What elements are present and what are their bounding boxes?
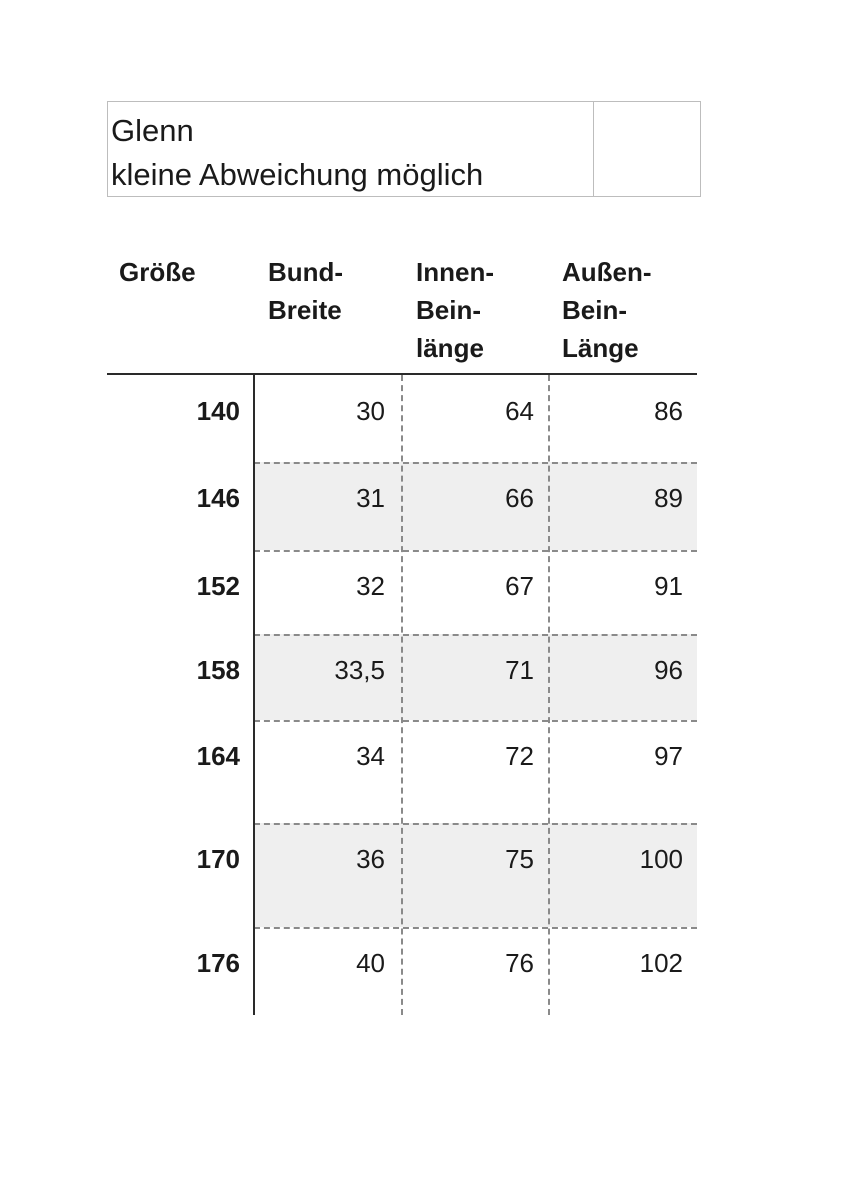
header-bund-breite [268,253,343,329]
row-divider [254,927,697,929]
header-text: Länge [562,333,639,363]
header-groesse [119,253,196,291]
product-name: Glenn [111,113,194,148]
header-innen-bein-laenge [416,253,494,367]
bund-breite-cell: 40 [356,948,385,978]
innen-bein-laenge-cell: 66 [505,483,534,513]
size-cell: 140 [196,396,240,426]
row-divider [254,823,697,825]
innen-bein-laenge-cell: 76 [505,948,534,978]
innen-bein-laenge-cell: 64 [505,396,534,426]
bund-breite-cell: 32 [356,571,385,601]
header-text: Bein- [416,295,481,325]
column-divider [401,375,403,1015]
aussen-bein-laenge-cell: 96 [654,655,683,685]
aussen-bein-laenge-cell: 102 [639,948,683,978]
bund-breite-cell: 34 [356,741,385,771]
size-table-body [107,375,697,1015]
size-cell: 152 [196,571,240,601]
row-divider [254,634,697,636]
column-divider [548,375,550,1015]
header-text: Außen- [562,257,652,287]
deviation-note: kleine Abweichung möglich [111,157,484,192]
title-box [107,101,701,197]
bund-breite-cell: 30 [356,396,385,426]
size-cell: 164 [196,741,240,771]
title-cell [108,102,594,196]
title-empty-cell [594,102,700,196]
innen-bein-laenge-cell: 67 [505,571,534,601]
size-cell: 176 [196,948,240,978]
innen-bein-laenge-cell: 72 [505,741,534,771]
table-header [107,253,697,375]
innen-bein-laenge-cell: 75 [505,844,534,874]
header-aussen-bein-laenge [562,253,652,367]
aussen-bein-laenge-cell: 100 [639,844,683,874]
row-divider [254,550,697,552]
row-divider [254,462,697,464]
size-cell: 146 [196,483,240,513]
header-text: Größe [119,257,196,287]
header-text: Bein- [562,295,627,325]
size-column-divider [253,375,255,1015]
bund-breite-cell: 33,5 [334,655,385,685]
bund-breite-cell: 36 [356,844,385,874]
header-text: Innen- [416,257,494,287]
aussen-bein-laenge-cell: 97 [654,741,683,771]
aussen-bein-laenge-cell: 91 [654,571,683,601]
size-cell: 158 [196,655,240,685]
innen-bein-laenge-cell: 71 [505,655,534,685]
row-divider [254,720,697,722]
size-cell: 170 [196,844,240,874]
header-text: Breite [268,295,342,325]
row-shading [254,823,697,927]
aussen-bein-laenge-cell: 86 [654,396,683,426]
aussen-bein-laenge-cell: 89 [654,483,683,513]
bund-breite-cell: 31 [356,483,385,513]
header-text: länge [416,333,484,363]
header-text: Bund- [268,257,344,287]
